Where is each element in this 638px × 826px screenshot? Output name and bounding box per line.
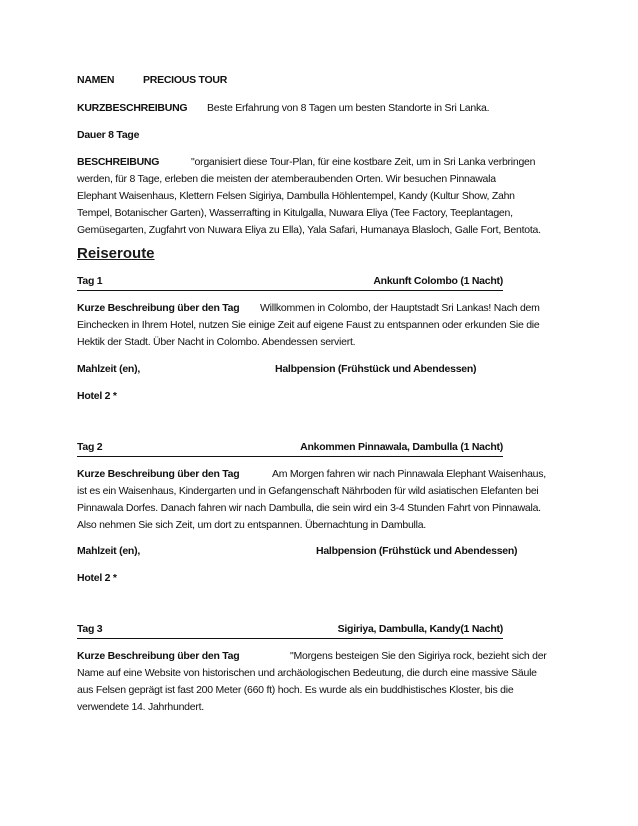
day-1-title: Ankunft Colombo (1 Nacht)	[373, 275, 503, 287]
day-1-desc-line: Einchecken in Ihrem Hotel, nutzen Sie einige Zeit auf eigene Faust zu entspannen oder erkunden Sie die	[77, 319, 540, 331]
day-2-tag: Tag 2	[77, 441, 103, 453]
duration: Dauer 8 Tage	[77, 129, 140, 141]
day-1-desc-line: Willkommen in Colombo, der Hauptstadt Sri Lankas! Nach dem	[260, 302, 540, 314]
day-1-desc-label: Kurze Beschreibung über den Tag	[77, 302, 240, 314]
day-2-desc-line: ist es ein Waisenhaus, Kindergarten und in Gefangenschaft Nährboden für wild asiatischen Elefanten bei	[77, 485, 539, 497]
day-2-meal-label: Mahlzeit (en),	[77, 545, 141, 557]
day-2-meal-value: Halbpension (Frühstück und Abendessen)	[316, 545, 518, 557]
description-line: "organisiert diese Tour-Plan, für eine kostbare Zeit, um in Sri Lanka verbringen	[191, 156, 536, 168]
description-line: Gemüsegarten, Zugfahrt von Nuwara Eliya zu Ella), Yala Safari, Humanaya Blasloch, Galle Fort, Bentota.	[77, 224, 541, 236]
day-1-tag: Tag 1	[77, 275, 103, 287]
day-3-title: Sigiriya, Dambulla, Kandy(1 Nacht)	[337, 623, 503, 635]
day-3-desc-line: "Morgens besteigen Sie den Sigiriya rock, bezieht sich der	[290, 650, 547, 662]
name-value: PRECIOUS TOUR	[143, 74, 228, 86]
description-line: werden, für 8 Tage, erleben die meisten der atemberaubenden Orten. Wir besuchen Pinnawala	[77, 173, 496, 185]
day-3-desc-line: Name auf eine Website von historischen und archäologischen Bedeutung, die durch eine massive Säule	[77, 667, 537, 679]
day-1-meal-label: Mahlzeit (en),	[77, 363, 141, 375]
description-line: Tempel, Botanischer Garten), Wasserrafting in Kitulgalla, Nuwara Eliya (Tee Factory, Teeplantagen,	[77, 207, 513, 219]
description-label: BESCHREIBUNG	[77, 156, 160, 168]
day-3-desc-label: Kurze Beschreibung über den Tag	[77, 650, 240, 662]
summary-label: KURZBESCHREIBUNG	[77, 102, 188, 114]
name-label: NAMEN	[77, 74, 115, 86]
day-1-meal-value: Halbpension (Frühstück und Abendessen)	[275, 363, 477, 375]
description-line: Elephant Waisenhaus, Klettern Felsen Sigiriya, Dambulla Höhlentempel, Kandy (Kultur Show, Zahn	[77, 190, 515, 202]
day-3-tag: Tag 3	[77, 623, 103, 635]
day-2-hotel: Hotel 2 *	[77, 572, 117, 584]
day-1-hotel: Hotel 2 *	[77, 390, 117, 402]
itinerary-heading: Reiseroute	[77, 245, 155, 262]
day-1-desc-line: Hektik der Stadt. Über Nacht in Colombo. Abendessen serviert.	[77, 336, 356, 348]
day-2-desc-line: Also nehmen Sie sich Zeit, um dort zu entspannen. Übernachtung in Dambulla.	[77, 519, 426, 531]
day-3-header	[77, 623, 503, 639]
day-2-desc-line: Am Morgen fahren wir nach Pinnawala Elephant Waisenhaus,	[272, 468, 546, 480]
day-3-desc-line: aus Felsen geprägt ist fast 200 Meter (660 ft) hoch. Es wurde als ein buddhistisches Kloster, bis die	[77, 684, 514, 696]
day-2-header	[77, 441, 503, 457]
day-2-title: Ankommen Pinnawala, Dambulla (1 Nacht)	[300, 441, 503, 453]
day-2-desc-label: Kurze Beschreibung über den Tag	[77, 468, 240, 480]
summary-value: Beste Erfahrung von 8 Tagen um besten Standorte in Sri Lanka.	[207, 102, 490, 114]
day-1-header	[77, 275, 503, 291]
day-3-desc-line: verwendete 14. Jahrhundert.	[77, 701, 204, 713]
day-2-desc-line: Pinnawala Dorfes. Danach fahren wir nach Dambulla, die sein wird ein 3-4 Stunden Fahrt von Pinnawala.	[77, 502, 541, 514]
